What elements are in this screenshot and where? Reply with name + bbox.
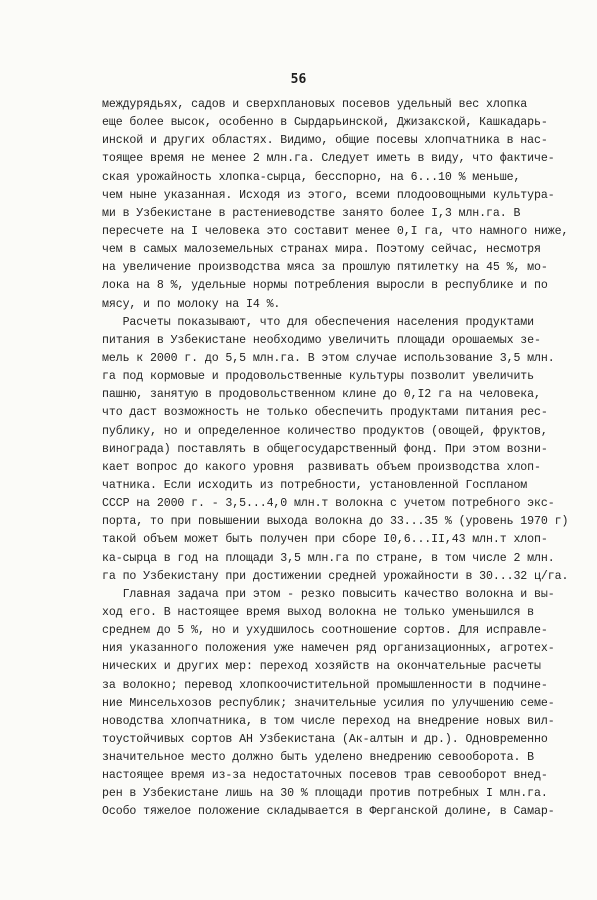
text-line: мясу, и по молоку на I4 %. <box>102 297 281 311</box>
text-line: чем ныне указанная. Исходя из этого, всеми плодоовощными культура- <box>102 188 555 202</box>
text-line: винограда) поставлять в общегосударственный фонд. При этом возни- <box>102 442 548 456</box>
text-line: ми в Узбекистане в растениеводстве занято более I,3 млн.га. В <box>102 206 521 220</box>
text-line: пересчете на I человека это составит менее 0,I га, что намного ниже, <box>102 224 569 238</box>
text-line: нических и других мер: переход хозяйств на окончательные расчеты <box>102 660 541 674</box>
text-line: пашню, занятую в продовольственном клине до 0,I2 га на человека, <box>102 388 541 402</box>
body-text <box>102 96 572 822</box>
text-line: га под кормовые и продовольственные культуры позволит увеличить <box>102 370 535 384</box>
text-line: публику, но и определенное количество продуктов (овощей, фруктов, <box>102 424 548 438</box>
text-line: значительное место должно быть уделено внедрению севооборота. В <box>102 751 535 765</box>
text-line: Особо тяжелое положение складывается в Ферганской долине, в Самар- <box>102 805 555 819</box>
text-line: Расчеты показывают, что для обеспечения населения продуктами <box>102 315 535 329</box>
text-line: тоящее время не менее 2 млн.га. Следует иметь в виду, что фактиче- <box>102 152 555 166</box>
text-line: Главная задача при этом - резко повысить качество волокна и вы- <box>102 587 555 601</box>
text-line: еще более высок, особенно в Сырдарьинской, Джизакской, Кашкадарь- <box>102 116 548 130</box>
text-line: ход его. В настоящее время выход волокна не только уменьшился в <box>102 605 535 619</box>
text-line: ская урожайность хлопка-сырца, бесспорно, на 6...10 % меньше, <box>102 170 521 184</box>
text-line: ка-сырца в год на площади 3,5 млн.га по стране, в том числе 2 млн. <box>102 551 555 565</box>
text-line: питания в Узбекистане необходимо увеличить площади орошаемых зе- <box>102 333 541 347</box>
text-line: чем в самых малоземельных странах мира. Поэтому сейчас, несмотря <box>102 243 541 257</box>
text-line: среднем до 5 %, но и ухудшилось соотношение сортов. Для исправле- <box>102 624 548 638</box>
text-line: что даст возможность не только обеспечить продуктами питания рес- <box>102 406 548 420</box>
text-line: га по Узбекистану при достижении средней урожайности в 30...32 ц/га. <box>102 569 569 583</box>
text-line: мель к 2000 г. до 5,5 млн.га. В этом случае использование 3,5 млн. <box>102 351 555 365</box>
text-line: инской и других областях. Видимо, общие посевы хлопчатника в нас- <box>102 134 548 148</box>
text-line: на увеличение производства мяса за прошлую пятилетку на 45 %, мо- <box>102 261 548 275</box>
text-line: за волокно; перевод хлопкоочистительной промышленности в подчине- <box>102 678 548 692</box>
text-line: такой объем может быть получен при сборе I0,6...II,43 млн.т хлоп- <box>102 533 548 547</box>
page-number: 56 <box>290 72 307 87</box>
text-line: СССР на 2000 г. - 3,5...4,0 млн.т волокна с учетом потребного экс- <box>102 497 555 511</box>
text-line: рен в Узбекистане лишь на 30 % площади против потребных I млн.га. <box>102 787 548 801</box>
text-line: междурядьях, садов и сверхплановых посевов удельный вес хлопка <box>102 98 528 111</box>
text-line: лока на 8 %, удельные нормы потребления выросли в республике и по <box>102 279 548 293</box>
text-line: новодства хлопчатника, в том числе переход на внедрение новых вил- <box>102 714 555 728</box>
text-line: настоящее время из-за недостаточных посевов трав севооборот внед- <box>102 769 548 783</box>
text-line: кает вопрос до какого уровня развивать объем производства хлоп- <box>102 460 541 474</box>
text-line: чатника. Если исходить из потребности, установленной Госпланом <box>102 478 528 492</box>
text-line: ние Минсельхозов республик; значительные усилия по улучшению семе- <box>102 696 555 710</box>
text-line: порта, то при повышении выхода волокна до 33...35 % (уровень 1970 г) <box>102 515 569 529</box>
text-line: тоустойчивых сортов АН Узбекистана (Ак-алтын и др.). Одновременно <box>102 732 548 746</box>
text-line: ния указанного положения уже намечен ряд организационных, агротех- <box>102 642 555 656</box>
